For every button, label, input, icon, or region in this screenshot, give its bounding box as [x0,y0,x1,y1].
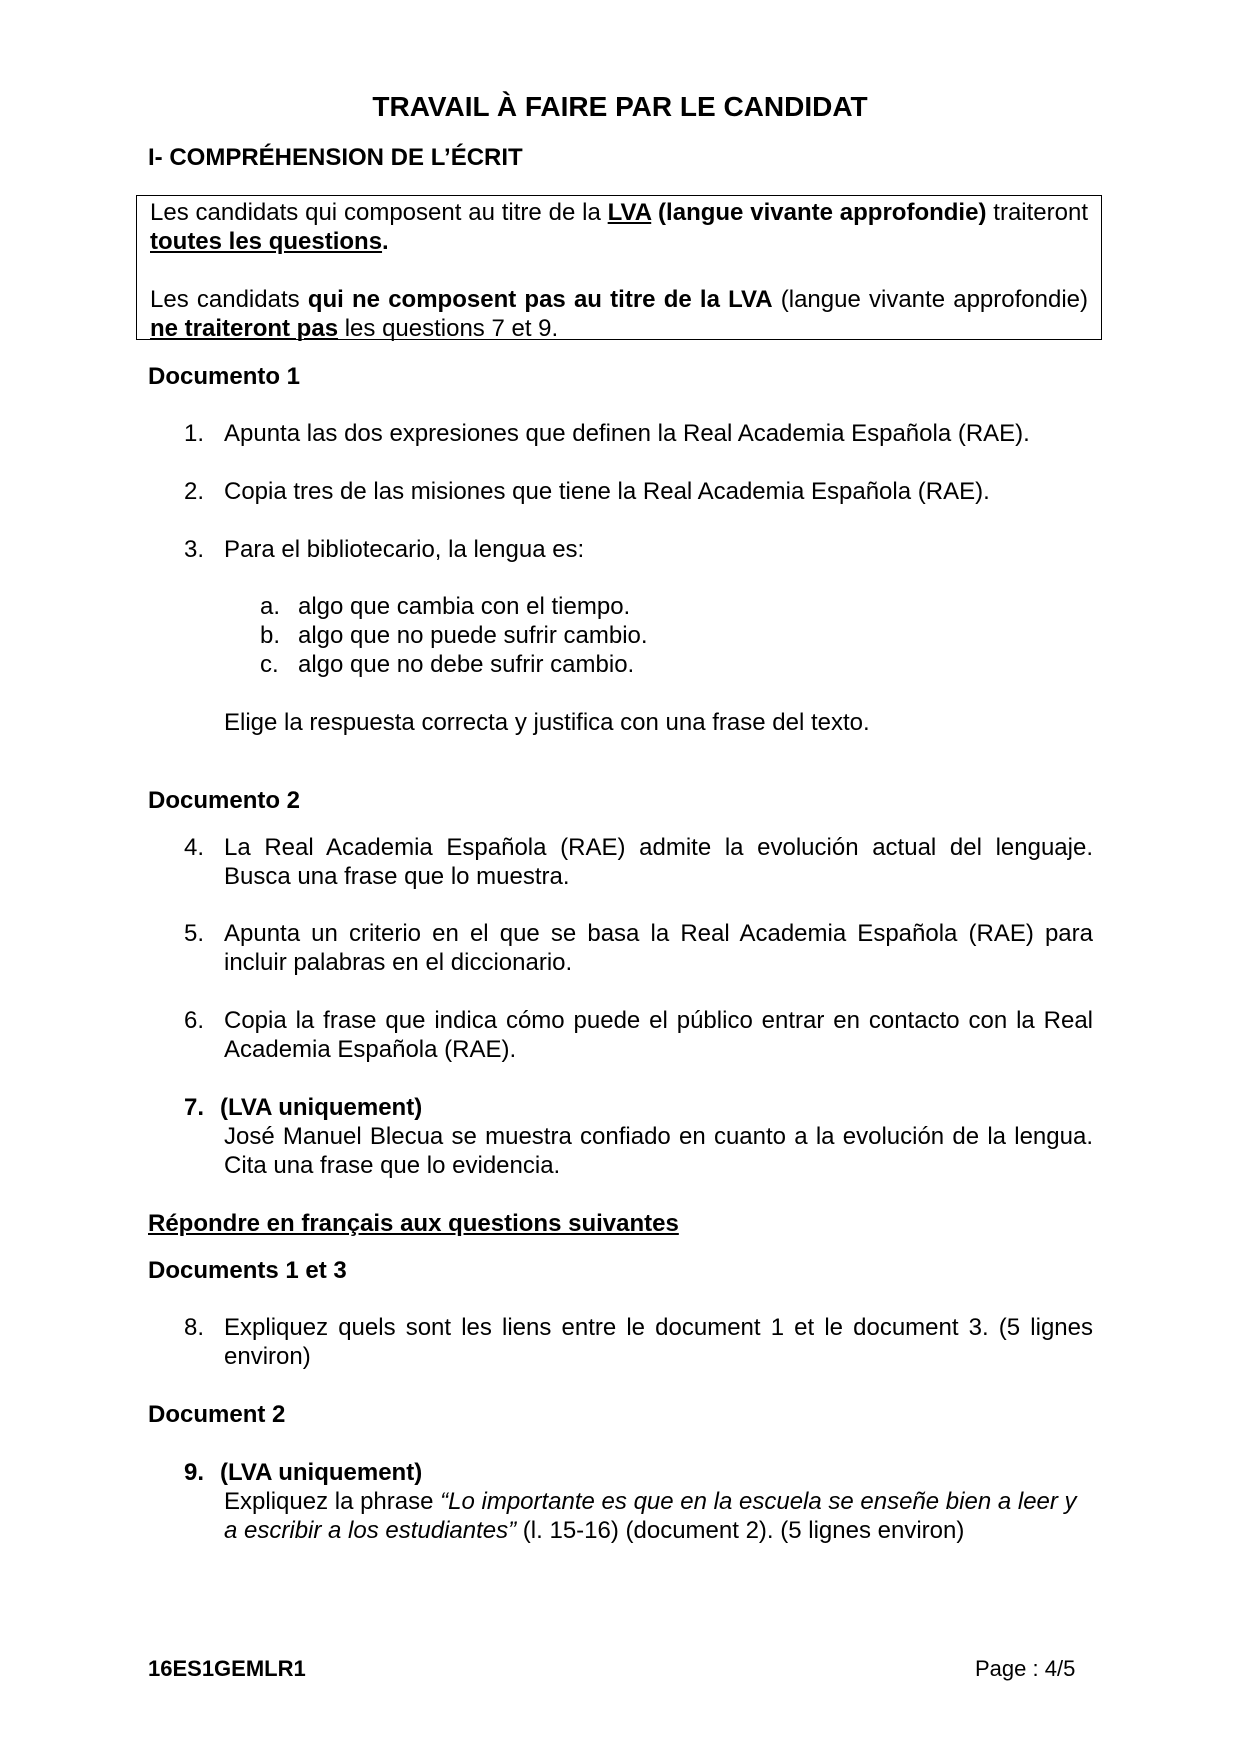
doc1-heading: Documento 1 [148,363,301,390]
question-9-text: (l. 15-16) (document 2). (5 lignes environ) [516,1517,965,1544]
question-1: Apunta las dos expresiones que definen la Real Academia Española (RAE). [224,420,1030,447]
section-heading: I- COMPRÉHENSION DE L’ÉCRIT [148,144,523,171]
page-title: TRAVAIL À FAIRE PAR LE CANDIDAT [372,91,868,122]
document-2-heading: Document 2 [148,1401,286,1428]
question-2: Copia tres de las misiones que tiene la Real Academia Española (RAE). [224,478,990,505]
question-9-label: (LVA uniquement) [220,1459,423,1486]
notice-period: . [382,228,389,255]
question-number: 4. [184,834,205,861]
notice-text: traiteront [986,199,1088,226]
question-5: Apunta un criterio en el que se basa la Real Academia Española (RAE) para incluir palabras en el diccionario. [224,920,1093,976]
question-9-text: Expliquez la phrase [224,1488,441,1515]
docs-1-3-heading: Documents 1 et 3 [148,1257,347,1284]
option-b: algo que no puede sufrir cambio. [298,622,648,649]
option-letter: b. [260,622,281,649]
question-8: Expliquez quels sont les liens entre le document 1 et le document 3. (5 lignes environ) [224,1314,1093,1370]
question-9 [224,1487,1093,1545]
notice-text: les questions 7 et 9. [338,315,559,342]
instructions-box [136,195,1102,340]
option-a: algo que cambia con el tiempo. [298,593,631,620]
question-number: 6. [184,1007,205,1034]
notice-text: Les candidats [150,286,308,313]
question-number: 8. [184,1314,205,1341]
question-7: José Manuel Blecua se muestra confiado en cuanto a la evolución de la lengua. Cita una frase que lo evidencia. [224,1123,1093,1179]
notice-text: Les candidats qui composent au titre de la [150,199,608,226]
notice-text: (langue vivante approfondie) [772,286,1088,313]
question-number: 7. [184,1094,205,1121]
question-7-label: (LVA uniquement) [220,1094,423,1121]
notice-all-questions: toutes les questions [150,228,383,255]
question-3: Para el bibliotecario, la lengua es: [224,536,585,563]
option-letter: a. [260,593,281,620]
notice-will-not-answer: ne traiteront pas [150,315,339,342]
question-number: 9. [184,1459,205,1486]
question-number: 2. [184,478,205,505]
option-c: algo que no debe sufrir cambio. [298,651,635,678]
question-6: Copia la frase que indica cómo puede el público entrar en contacto con la Real Academia Española (RAE). [224,1007,1093,1063]
question-3-instruction: Elige la respuesta correcta y justifica con una frase del texto. [224,709,870,736]
question-4: La Real Academia Española (RAE) admite la evolución actual del lenguaje. Busca una frase que lo muestra. [224,834,1093,890]
doc2-heading: Documento 2 [148,787,301,814]
question-number: 1. [184,420,205,447]
page-number: Page : 4/5 [975,1656,1076,1681]
question-9-quote: “Lo importante es que en la escuela se enseñe bien a leer y a escribir a los estudiantes” [224,1488,1077,1544]
notice-lva-full: (langue vivante approfondie) [651,199,987,226]
notice-lva: LVA [607,199,652,226]
footer-code: 16ES1GEMLR1 [148,1656,306,1681]
notice-non-lva: qui ne composent pas au titre de la LVA [307,286,773,313]
notice-paragraph-1 [150,198,1088,256]
notice-paragraph-2 [150,285,1088,343]
option-letter: c. [260,651,279,678]
question-number: 3. [184,536,205,563]
french-instruction: Répondre en français aux questions suivantes [148,1210,679,1237]
question-number: 5. [184,920,205,947]
